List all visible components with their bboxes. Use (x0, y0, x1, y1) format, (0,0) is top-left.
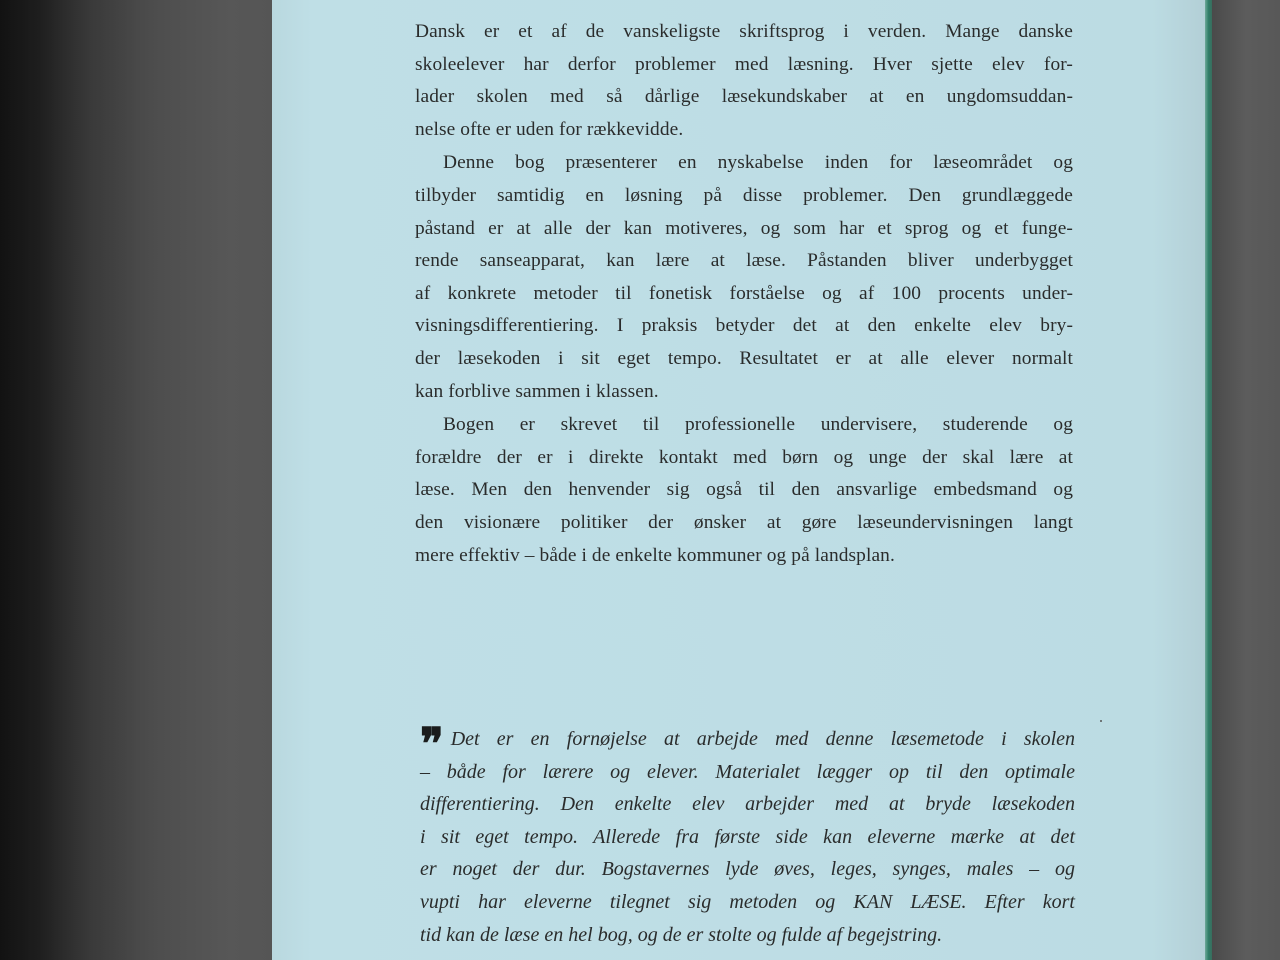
quote-line: – både for lærere og elever. Materialet lægger op til den optimale (420, 760, 1075, 783)
text-line: skoleelever har derfor problemer med læsning. Hver sjette elev for- (415, 53, 1073, 75)
text-line: kan forblive sammen i klassen. (415, 380, 659, 402)
cover-blurb (415, 16, 1073, 572)
paragraph-3 (415, 409, 1073, 572)
text-line: visningsdifferentiering. I praksis betyder det at den enkelte elev bry- (415, 315, 1073, 337)
right-background (1212, 0, 1280, 960)
cover-spine-edge (1205, 0, 1212, 960)
quote-line: vupti har eleverne tilegnet sig metoden og KAN LÆSE. Efter kort (420, 890, 1075, 913)
text-line: påstand er at alle der kan motiveres, og som har et sprog og et funge- (415, 217, 1073, 239)
text-line: der læsekoden i sit eget tempo. Resultatet er at alle elever normalt (415, 347, 1073, 369)
text-line: mere effektiv – både i de enkelte kommuner og på landsplan. (415, 544, 895, 566)
testimonial-quote (420, 719, 1075, 951)
quote-line: i sit eget tempo. Allerede fra første side kan eleverne mærke at det (420, 825, 1075, 848)
paragraph-1 (415, 16, 1073, 146)
quote-line: differentiering. Den enkelte elev arbejder med at bryde læsekoden (420, 793, 1075, 816)
text-line: nelse ofte er uden for rækkevidde. (415, 118, 684, 140)
left-background-shadow (0, 0, 272, 960)
text-line: rende sanseapparat, kan lære at læse. Påstanden bliver underbygget (415, 250, 1073, 272)
quote-line: Det er en fornøjelse at arbejde med denne læsemetode i skolen (450, 728, 1075, 750)
text-line: tilbyder samtidig en løsning på disse problemer. Den grundlæggede (415, 184, 1073, 206)
text-line: Denne bog præsenterer en nyskabelse inden for læseområdet og (443, 152, 1073, 174)
text-line: den visionære politiker der ønsker at gøre læseundervisningen langt (415, 511, 1073, 533)
text-line: Bogen er skrevet til professionelle undervisere, studerende og (443, 414, 1073, 436)
quote-line: tid kan de læse en hel bog, og de er stolte og fulde af begejstring. (420, 923, 943, 946)
text-line: forældre der er i direkte kontakt med børn og unge der skal lære at (415, 446, 1073, 468)
scan-speck (1100, 720, 1102, 722)
quote-mark-icon: ❞ (420, 719, 441, 770)
text-line: læse. Men den henvender sig også til den ansvarlige embedsmand og (415, 479, 1073, 501)
text-line: Dansk er et af de vanskeligste skriftsprog i verden. Mange danske (415, 21, 1073, 42)
text-line: lader skolen med så dårlige læsekundskaber at en ungdomsuddan- (415, 86, 1073, 108)
paragraph-2 (415, 147, 1073, 408)
quote-line: er noget der dur. Bogstavernes lyde øves, leges, synges, males – og (420, 858, 1075, 881)
text-line: af konkrete metoder til fonetisk forståelse og af 100 procents under- (415, 282, 1073, 304)
